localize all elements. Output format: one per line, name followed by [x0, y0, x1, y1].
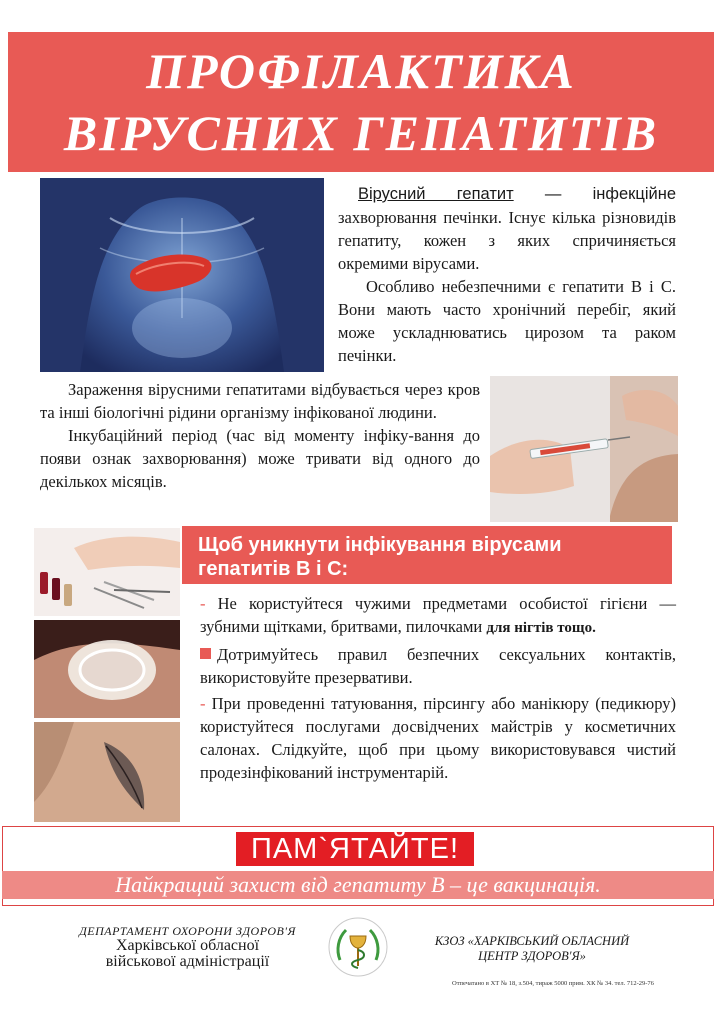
- intro-text: [338, 182, 676, 367]
- tip-tattoo: [200, 692, 676, 784]
- department-name: [60, 924, 315, 970]
- square-bullet-icon: [200, 648, 211, 659]
- center-line-1: КЗОЗ «ХАРКІВСЬКИЙ ОБЛАСНИЙ: [434, 934, 630, 948]
- health-center-logo: [326, 916, 390, 978]
- center-line-2: ЦЕНТР ЗДОРОВ'Я»: [478, 949, 586, 963]
- reminder-text: Найкращий захист від гепатиту В – це вакцинація.: [115, 872, 601, 897]
- manicure-tools-image: [34, 528, 180, 616]
- injection-image: [490, 376, 678, 522]
- tip-safe-contacts: [200, 643, 676, 689]
- condom-image: [34, 620, 180, 718]
- tip-hygiene-text: Не користуйтеся чужими предметами особистої гігієни — зубними щітками, бритвами, пилочками: [200, 594, 676, 636]
- intro-paragraph-2: Особливо небезпечними є гепатити В і С. Вони мають часто хронічний перебіг, який може ускладнюватись цирозом та раком печінки.: [338, 277, 676, 365]
- title-line-2: ВІРУСНИХ ГЕПАТИТІВ: [63, 105, 659, 161]
- health-center-name: [412, 934, 652, 964]
- transmission-paragraph-1: Зараження вірусними гепатитами відбувається через кров та інші біологічні рідини організму інфікованої людини.: [40, 380, 480, 422]
- transmission-paragraph-2: Інкубаційний період (час від моменту інфіку-вання до появи ознак захворювання) може тривати від одного до декількох місяців.: [40, 426, 480, 491]
- department-line-1: ДЕПАРТАМЕНТ ОХОРОНИ ЗДОРОВ'Я: [79, 924, 296, 938]
- intro-term-rest: — інфекційне: [513, 185, 676, 203]
- department-line-3: військової адміністрації: [105, 953, 270, 970]
- prevention-heading-line-1: Щоб уникнути інфікування вірусами: [198, 534, 562, 556]
- intro-paragraph-1: [338, 182, 676, 275]
- liver-anatomy-image: [40, 178, 324, 372]
- intro-term: Вірусний гепатит: [358, 185, 514, 203]
- tip-dash-marker: -: [200, 594, 206, 613]
- department-line-2: Харківської обласної: [115, 937, 260, 954]
- intro-p1-rest: захворювання печінки. Існує кілька різновидів гепатиту, кожен з яких спричиняється окремими вірусами.: [338, 208, 676, 273]
- tip-safe-contacts-text: Дотримуйтесь правил безпечних сексуальних контактів, використовуйте презервативи.: [200, 645, 676, 687]
- tip-hygiene: [200, 592, 676, 640]
- prevention-heading-line-2: гепатитів В і С:: [198, 558, 349, 580]
- prevention-tips: [200, 592, 676, 787]
- header-banner: [8, 32, 714, 172]
- tip-tattoo-text: При проведенні татуювання, пірсингу або манікюру (педикюру) користуйтеся послугами досвідчених майстрів у косметичних салонах. Слідкуйте, щоб при цьому використовувався чистий продезінфікований інструментарій.: [200, 694, 676, 782]
- tattoo-image: [34, 722, 180, 822]
- transmission-text: [40, 378, 480, 493]
- title-line-1: ПРОФІЛАКТИКА: [146, 43, 576, 99]
- print-info: Отпечатано в ХТ № 18, з.504, тираж 5000 прим. ХК № 34. тел. 712-29-76: [452, 980, 654, 987]
- reminder-title: ПАМ`ЯТАЙТЕ!: [236, 832, 474, 866]
- tip-dash-marker: -: [200, 694, 206, 713]
- prevention-heading: [182, 526, 672, 584]
- tip-hygiene-bold: для нігтів тощо.: [486, 620, 596, 636]
